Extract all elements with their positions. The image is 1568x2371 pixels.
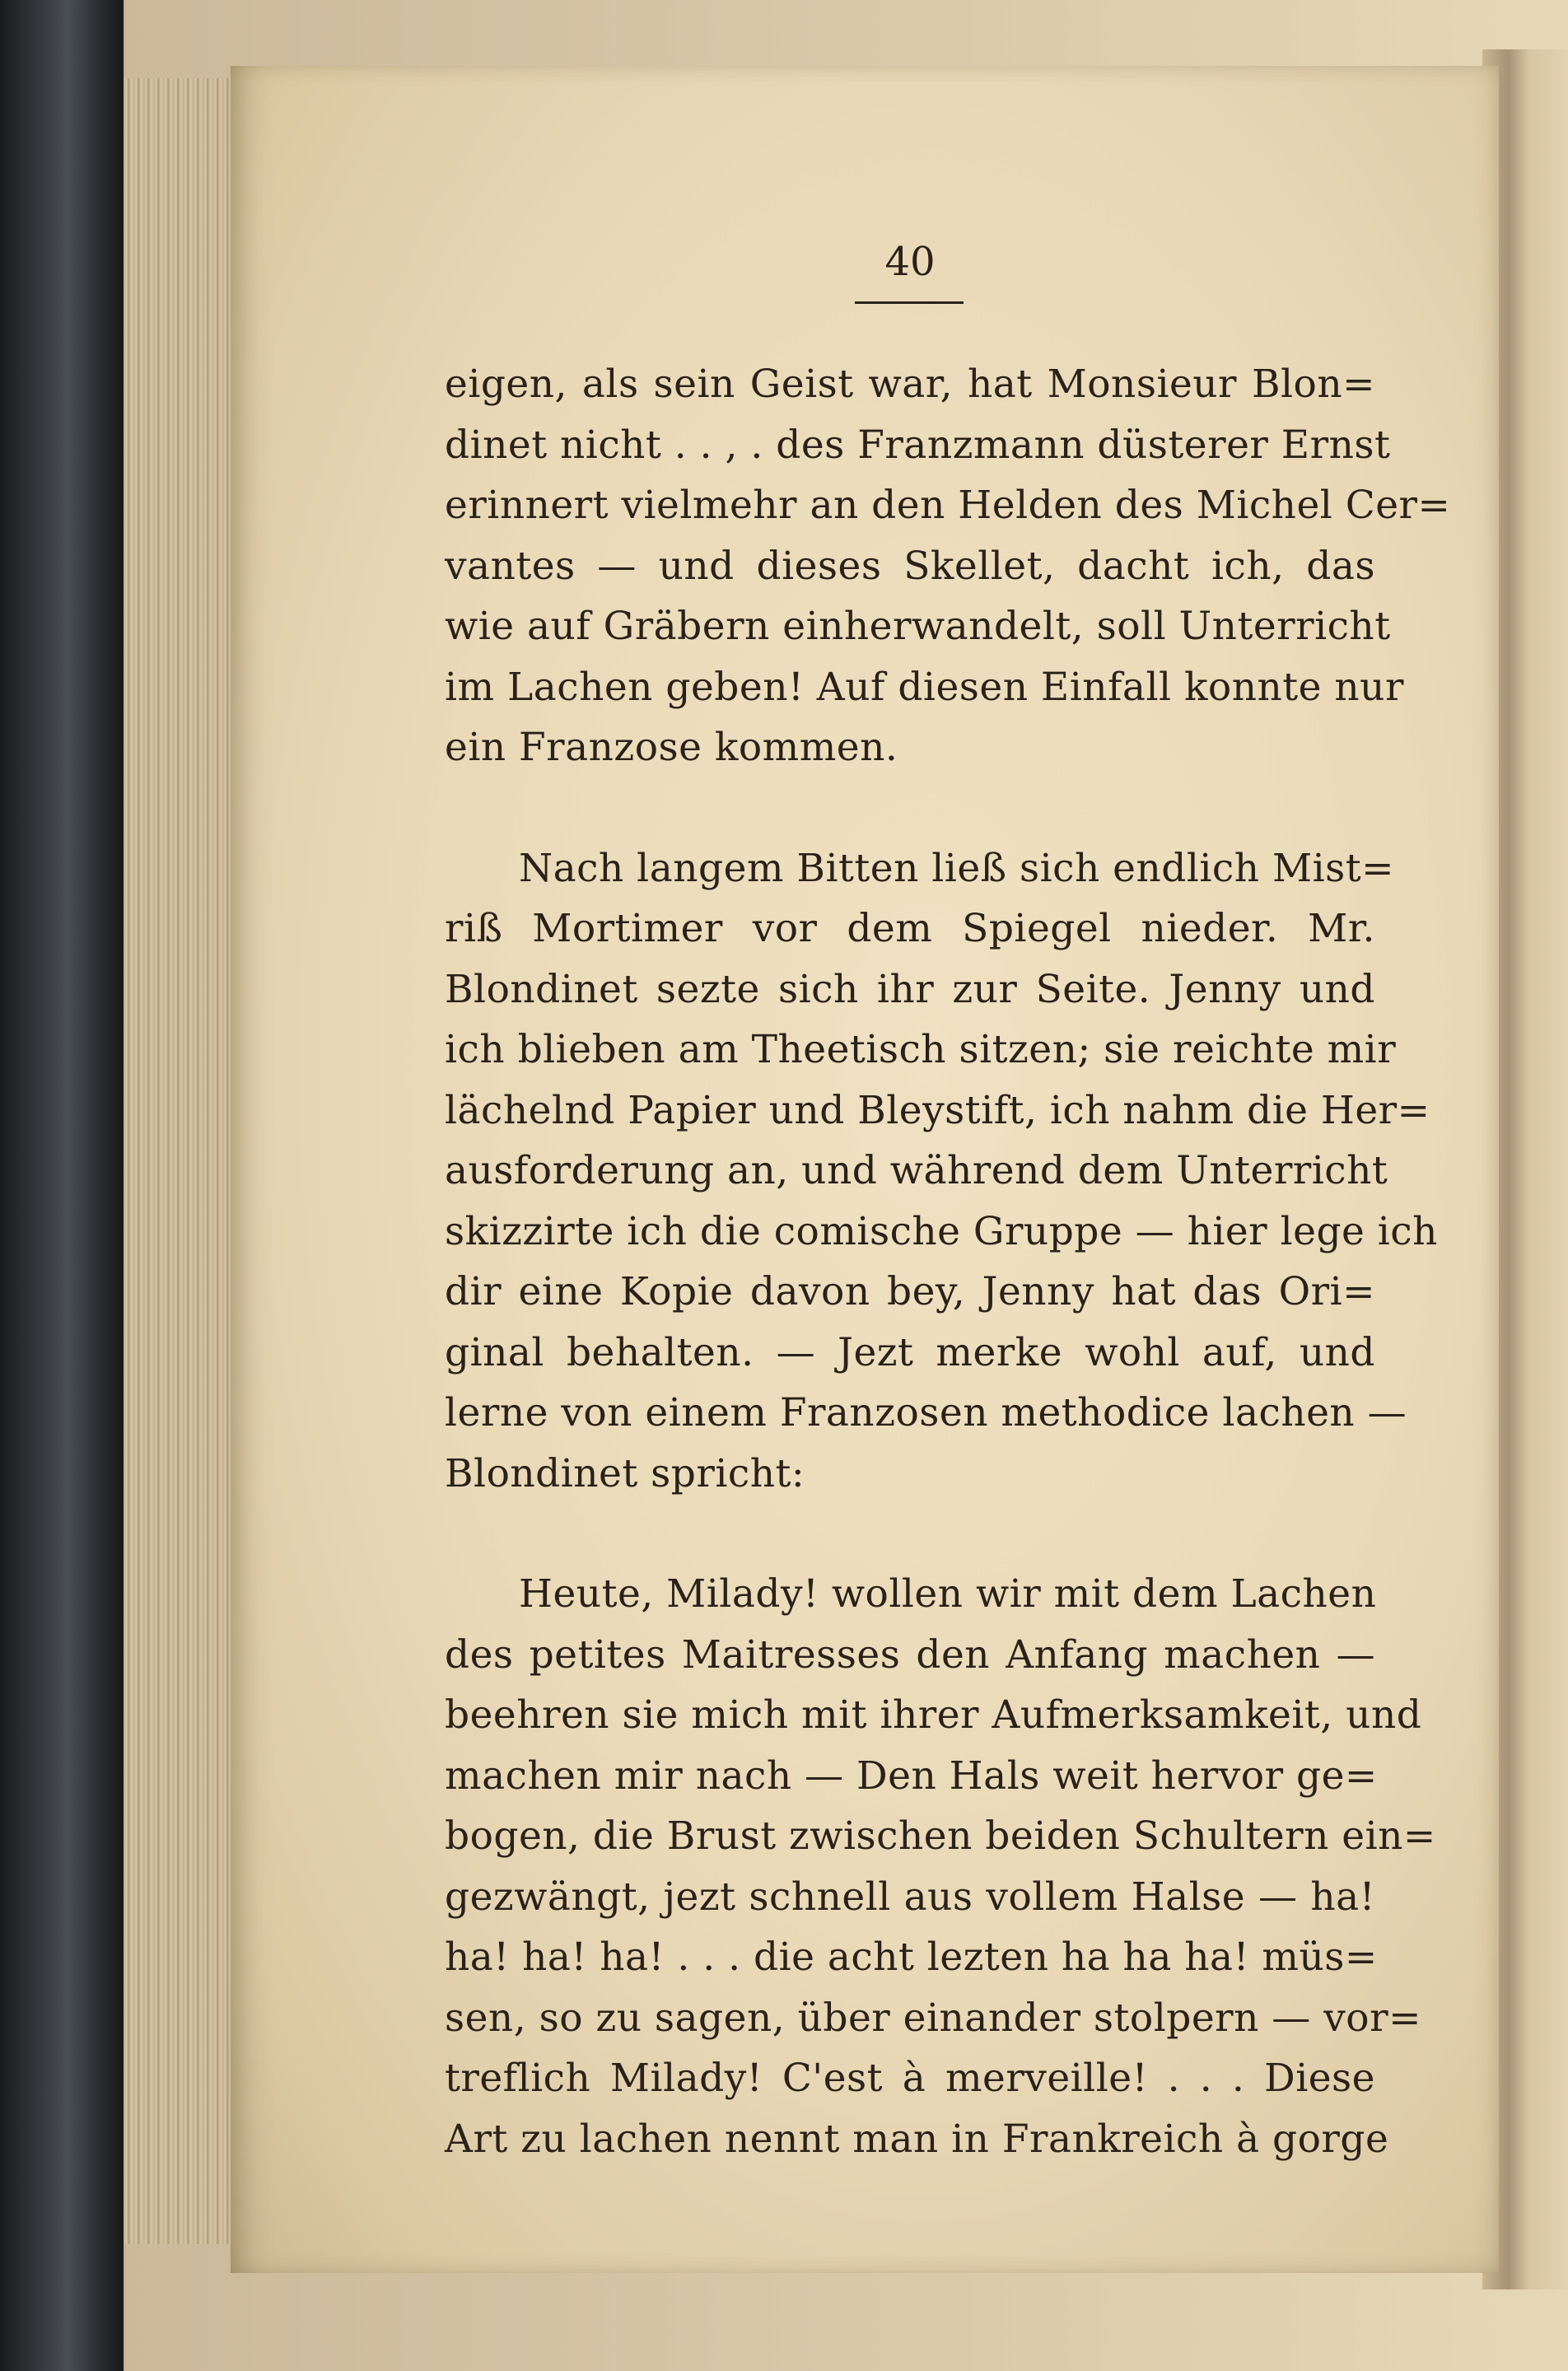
paragraph-gap: [445, 778, 1375, 838]
text-line: ha! ha! ha! . . . die acht lezten ha ha ha! müs=: [445, 1935, 1378, 1980]
text-line: ich blieben am Theetisch sitzen; sie reichte mir: [445, 1027, 1397, 1072]
book-cover-edge: [0, 0, 124, 2371]
text-line: dinet nicht . . , . des Franzmann düsterer Ernst: [445, 422, 1391, 468]
text-line: Nach langem Bitten ließ sich endlich Mist=: [519, 845, 1394, 891]
paragraph-gap: [445, 1504, 1375, 1564]
text-line: ginal behalten. — Jezt merke wohl auf, und: [445, 1329, 1375, 1375]
text-line: skizzirte ich die comische Gruppe — hier lege ich: [445, 1208, 1438, 1254]
body-text: [445, 354, 1451, 2169]
text-line: ein Franzose kommen.: [445, 725, 898, 770]
page-number-rule: [855, 301, 964, 304]
text-line: machen mir nach — Den Hals weit hervor ge=: [445, 1753, 1378, 1799]
text-line: erinnert vielmehr an den Helden des Michel Cer=: [445, 483, 1451, 528]
text-line: im Lachen geben! Auf diesen Einfall konnte nur: [445, 664, 1404, 710]
text-line: Blondinet spricht:: [445, 1450, 805, 1496]
page-number: 40: [884, 239, 936, 285]
text-line: eigen, als sein Geist war, hat Monsieur Blon=: [445, 362, 1375, 407]
text-line: Blondinet sezte sich ihr zur Seite. Jenny und: [445, 966, 1375, 1012]
paragraph-2: [445, 838, 1438, 1505]
text-line: Art zu lachen nennt man in Frankreich à gorge: [445, 2116, 1389, 2162]
text-line: lächelnd Papier und Bleystift, ich nahm die Her=: [445, 1087, 1430, 1133]
paragraph-3: [445, 1564, 1436, 2169]
text-line: bogen, die Brust zwischen beiden Schultern ein=: [445, 1813, 1436, 1859]
text-line: gezwängt, jezt schnell aus vollem Halse — ha!: [445, 1874, 1375, 1920]
text-line: Heute, Milady! wollen wir mit dem Lachen: [519, 1571, 1377, 1617]
text-line: wie auf Gräbern einherwandelt, soll Unterricht: [445, 604, 1391, 649]
text-line: ausforderung an, und während dem Unterricht: [445, 1148, 1388, 1193]
text-line: riß Mortimer vor dem Spiegel nieder. Mr.: [445, 906, 1375, 951]
text-line: vantes — und dieses Skellet, dacht ich, das: [445, 543, 1375, 589]
text-line: dir eine Kopie davon bey, Jenny hat das Ori=: [445, 1269, 1375, 1314]
text-line: des petites Maitresses den Anfang machen —: [445, 1631, 1375, 1678]
text-line: beehren sie mich mit ihrer Aufmerksamkeit, und: [445, 1692, 1422, 1738]
text-line: sen, so zu sagen, über einander stolpern — vor=: [445, 1995, 1421, 2041]
text-line: treflich Milady! C'est à merveille! . . . Diese: [445, 2056, 1375, 2101]
paragraph-1: [445, 354, 1451, 778]
text-line: lerne von einem Franzosen methodice lachen —: [445, 1390, 1407, 1435]
page-edges: [124, 78, 247, 2244]
